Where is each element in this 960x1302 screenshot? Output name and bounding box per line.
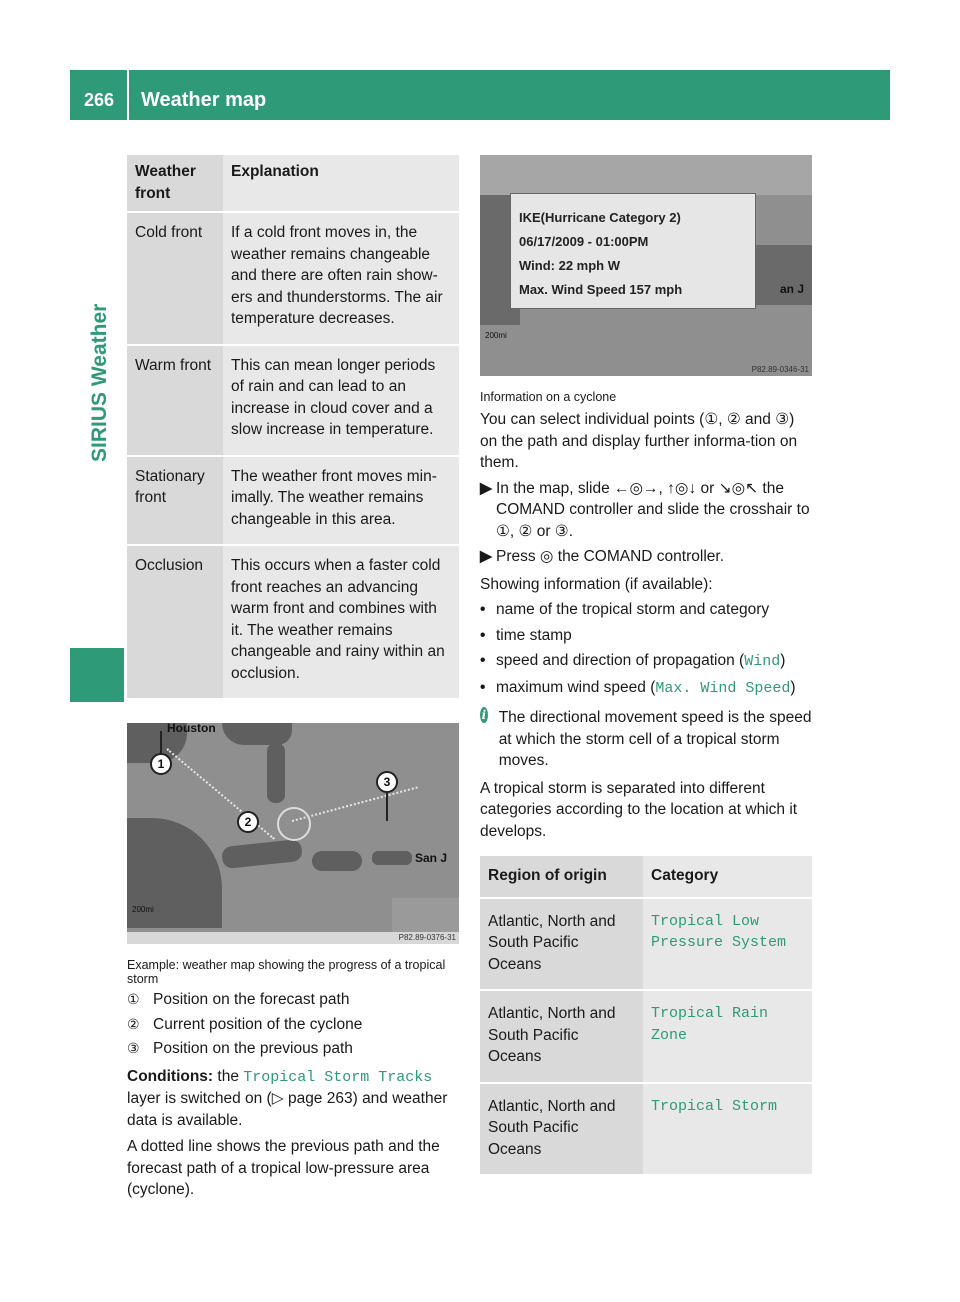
- list-item: [480, 650, 812, 673]
- cyclone-icon: [277, 807, 311, 841]
- display-value: Max. Wind Speed: [655, 679, 791, 697]
- list-item: [480, 625, 812, 647]
- map-land: [480, 155, 812, 195]
- step-text: Press ◎ the COMAND controller.: [496, 548, 725, 565]
- conditions-paragraph: [127, 1066, 459, 1132]
- table-row: [127, 211, 459, 344]
- cyclone-popup: [510, 193, 756, 309]
- bullet-text: ): [790, 678, 796, 696]
- list-item: [127, 1038, 459, 1060]
- table-cell: Stationary front: [127, 455, 223, 545]
- table-cell: This can mean longer periods of rain and can lead to an increase in cloud cover and a slow increase in temperature.: [223, 344, 459, 455]
- info-note: [480, 707, 812, 772]
- marker-3: 3: [376, 771, 398, 793]
- storm-track-map-image: [127, 723, 459, 944]
- image-code: P82.89-0376-31: [398, 933, 456, 942]
- place-label: an J: [780, 282, 805, 296]
- table-cell: Tropical Rain Zone: [643, 989, 812, 1082]
- popup-line: IKE(Hurricane Category 2): [519, 210, 681, 225]
- popup-line: Wind: 22 mph W: [519, 258, 620, 273]
- table-cell: Tropical Storm: [643, 1082, 812, 1175]
- bullet-icon: •: [480, 678, 486, 696]
- step-text: In the map, slide ←◎→, ↑◎↓ or ↘◎↖ the COMAND controller and slide the crosshair to ①, ② or ③.: [496, 479, 810, 540]
- page-title: Weather map: [141, 89, 267, 111]
- info-icon: i: [481, 708, 487, 722]
- legend-text: Position on the previous path: [153, 1040, 353, 1057]
- popup-line: 06/17/2009 - 01:00PM: [519, 234, 649, 249]
- step-item: [480, 478, 812, 543]
- legend-number: ③: [127, 1040, 140, 1056]
- table-row: [480, 1082, 812, 1175]
- table-header-cell: Weather front: [127, 155, 223, 211]
- bullet-text: time stamp: [496, 626, 572, 644]
- image-code: P82.89-0346-31: [751, 365, 809, 374]
- region-category-table: [480, 856, 812, 1174]
- weather-fronts-table: [127, 155, 459, 698]
- bullet-text: ): [780, 652, 786, 669]
- bullet-icon: •: [480, 601, 486, 618]
- table-cell: Atlantic, North and South Pacific Oceans: [480, 897, 643, 990]
- map-caption: Example: weather map showing the progress of a tropical storm: [127, 958, 446, 986]
- table-header-row: [127, 155, 459, 211]
- map-land: [372, 851, 412, 865]
- map-scale: 200mi: [485, 330, 507, 340]
- table-cell: Warm front: [127, 344, 223, 455]
- left-column: [127, 155, 459, 1201]
- table-cell: Atlantic, North and South Pacific Oceans: [480, 1082, 643, 1175]
- cyclone-info-map-image: [480, 155, 812, 376]
- bullet-text: maximum wind speed (: [496, 678, 656, 696]
- list-item: [480, 677, 812, 700]
- table-cell: Cold front: [127, 211, 223, 344]
- list-item: [127, 1014, 459, 1036]
- conditions-label: Conditions:: [127, 1067, 214, 1085]
- table-cell: The weather front moves min-imally. The weather remains changeable in this area.: [223, 455, 459, 545]
- header-divider: [127, 70, 129, 120]
- arrow-icon: ▶: [480, 548, 492, 565]
- step-item: [480, 546, 812, 568]
- table-header-cell: Category: [643, 856, 812, 897]
- place-label: San J: [415, 851, 448, 865]
- legend-number: ①: [127, 991, 140, 1007]
- layer-name: Tropical Storm Tracks: [243, 1068, 433, 1086]
- table-row: [127, 455, 459, 545]
- select-paragraph: You can select individual points (①, ② and ③) on the path and display further informa-tion on them.: [480, 411, 798, 471]
- dotted-line-paragraph: A dotted line shows the previous path and the forecast path of a tropical low-pressure area (cyclone).: [127, 1138, 440, 1198]
- categories-paragraph: A tropical storm is separated into different categories according to the location at which it develops.: [480, 779, 798, 840]
- table-row: [480, 989, 812, 1082]
- table-header-row: [480, 856, 812, 897]
- list-item: [480, 599, 812, 621]
- legend-text: Current position of the cyclone: [153, 1015, 363, 1033]
- table-header-cell: Region of origin: [480, 856, 643, 897]
- popup-line: Max. Wind Speed 157 mph: [519, 282, 683, 297]
- section-side-block: [70, 648, 124, 702]
- table-cell: This occurs when a faster cold front reaches an advancing warm front and combines with it. The weather remains changeable and rainy within an occlusion.: [223, 544, 459, 698]
- table-header-cell: Explanation: [223, 155, 459, 211]
- map-land: [267, 743, 285, 803]
- legend-list: [127, 989, 459, 1060]
- marker-stem: [386, 791, 388, 821]
- right-column: [480, 155, 812, 1174]
- bullet-icon: •: [480, 652, 486, 669]
- map-caption: Information on a cyclone: [480, 390, 617, 404]
- table-cell: Occlusion: [127, 544, 223, 698]
- legend-number: ②: [127, 1015, 140, 1032]
- info-text: The directional movement speed is the speed at which the storm cell of a tropical storm moves.: [498, 709, 812, 769]
- bullet-icon: •: [480, 626, 486, 644]
- display-value: Wind: [744, 653, 781, 670]
- bullet-text: name of the tropical storm and category: [496, 601, 770, 618]
- table-cell: If a cold front moves in, the weather remains changeable and there are often rain show-ers and thunderstorms. The air temperature decreases.: [223, 211, 459, 344]
- place-label: Houston: [167, 723, 216, 735]
- arrow-icon: ▶: [480, 479, 492, 497]
- map-land: [312, 851, 362, 871]
- marker-1: 1: [150, 753, 172, 775]
- section-side-label: SIRIUS Weather: [88, 303, 111, 462]
- map-land: [392, 898, 459, 932]
- conditions-text: layer is switched on (▷ page 263) and weather data is available.: [127, 1090, 448, 1129]
- list-item: [127, 989, 459, 1011]
- table-cell: Atlantic, North and South Pacific Oceans: [480, 989, 643, 1082]
- map-scale: 200mi: [132, 904, 154, 914]
- legend-text: Position on the forecast path: [153, 991, 350, 1008]
- table-row: [480, 897, 812, 990]
- map-land: [222, 723, 292, 745]
- marker-2: 2: [237, 811, 259, 833]
- table-cell: Tropical Low Pressure System: [643, 897, 812, 990]
- conditions-text: the: [213, 1067, 244, 1085]
- table-row: [127, 544, 459, 698]
- table-row: [127, 344, 459, 455]
- showing-label: Showing information (if available):: [480, 575, 713, 593]
- bullet-text: speed and direction of propagation (: [496, 652, 745, 669]
- page-number: 266: [84, 90, 115, 110]
